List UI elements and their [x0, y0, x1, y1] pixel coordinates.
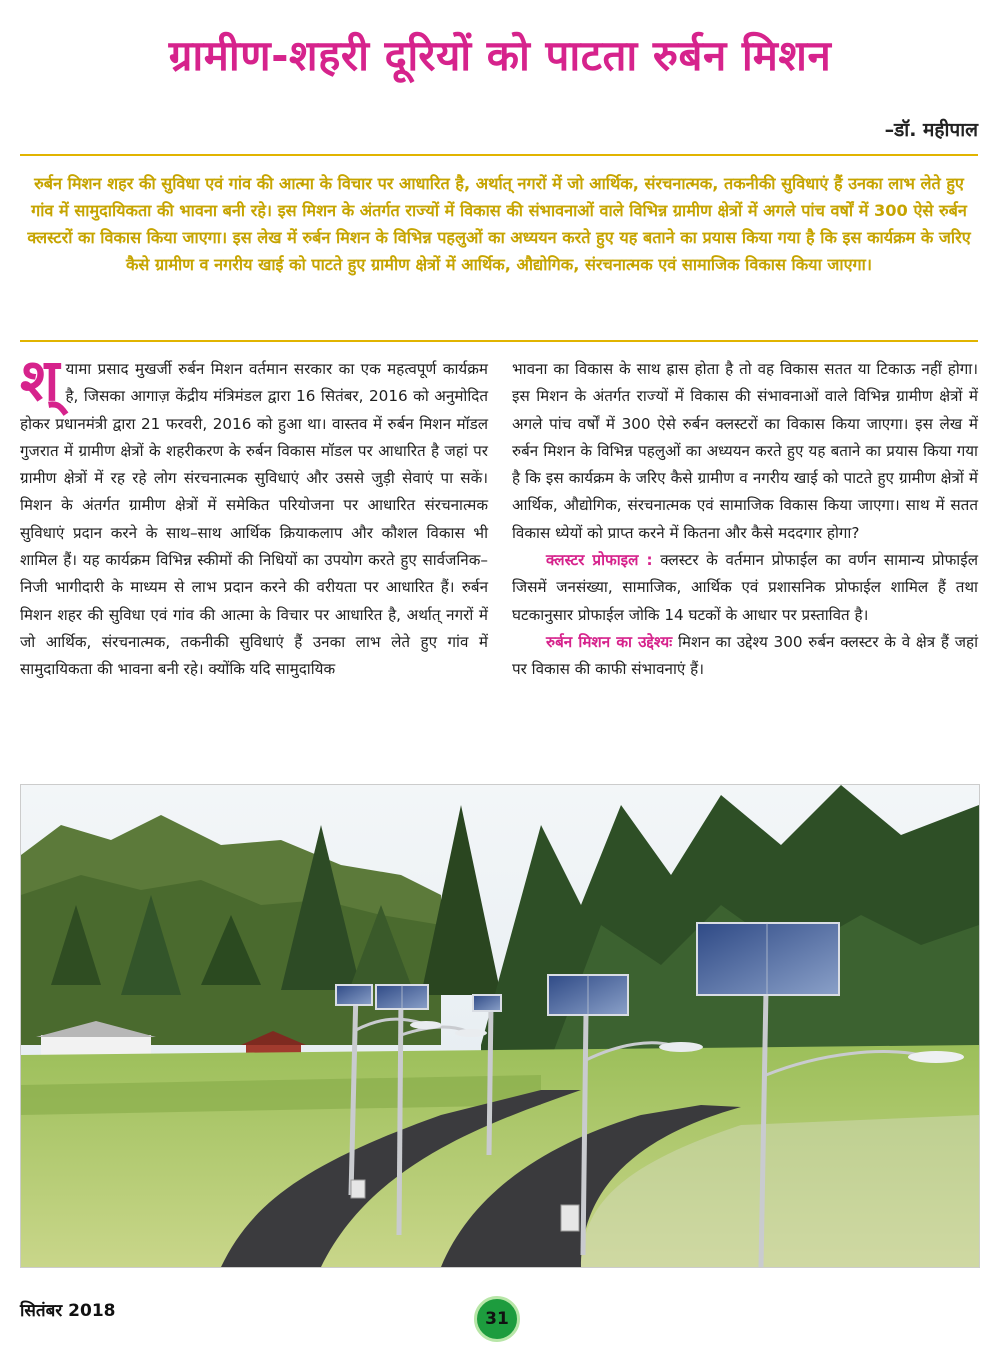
right-paragraph-1: भावना का विकास के साथ ह्रास होता है तो वह विकास सतत या टिकाऊ नहीं होगा। इस मिशन के अंतर्गत राज्यों में विकास की संभावनाओं वाले विभिन्न ग्रामीण क्षेत्रों में अगले पांच वर्षों में 300 ऐसे रुर्बन क्लस्टरों का विकास किया जाएगा। इस लेख में रुर्बन मिशन के विभिन्न पहलुओं का अध्ययन करते हुए यह बताने का प्रयास किया गया है कि इस कार्यक्रम के जरिए कैसे ग्रामीण व नगरीय खाई को पाटते हुए ग्रामीण क्षेत्रों में आर्थिक, औद्योगिक, संरचनात्मक एवं सामाजिक विकास किया जाएगा। साथ में सतत विकास ध्येयों को प्राप्त करने में कितना और कैसे मददगार होगा? [512, 360, 978, 542]
solar-streetlight-photo [20, 784, 980, 1268]
drop-cap: श् [20, 346, 60, 414]
mission-objective-heading: रुर्बन मिशन का उद्देश्यः [546, 632, 673, 651]
left-column [20, 346, 488, 684]
article-title: ग्रामीण-शहरी दूरियों को पाटता रुर्बन मिशन [168, 31, 832, 80]
summary-top-rule [20, 154, 978, 156]
cluster-profile-text: क्लस्टर के वर्तमान प्रोफाईल का वर्णन सामान्य प्रोफाईल जिसमें जनसंख्या, सामाजिक, आर्थिक एवं प्रशासनिक प्रोफाईल शामिल हैं तथा घटकानुसार प्रोफाईल जोकि 14 घटकों के आधार पर प्रस्तावित है। [512, 551, 978, 624]
page-number-badge [474, 1296, 520, 1342]
mission-objective-text: मिशन का उद्देश्य 300 रुर्बन क्लस्टर के वे क्षेत्र हैं जहां पर विकास की काफी संभावनाएं हैं। [512, 632, 979, 679]
right-paragraph-3 [512, 629, 978, 684]
footer-date: सितंबर 2018 [20, 1301, 116, 1321]
author-byline: –डॉ. महीपाल [884, 119, 978, 141]
page-number: 31 [485, 1309, 509, 1329]
right-column [512, 356, 978, 684]
right-paragraph-2 [512, 547, 978, 629]
cluster-profile-heading: क्लस्टर प्रोफाइल : [546, 551, 653, 570]
summary-bottom-rule [20, 340, 978, 342]
left-column-text: यामा प्रसाद मुखर्जी रुर्बन मिशन वर्तमान सरकार का एक महत्वपूर्ण कार्यक्रम है, जिसका आगाज़ केंद्रीय मंत्रिमंडल द्वारा 16 सितंबर, 2016 को अनुमोदित होकर प्रधानमंत्री द्वारा 21 फरवरी, 2016 को हुआ था। वास्तव में रुर्बन मिशन मॉडल गुजरात में ग्रामीण क्षेत्रों के शहरीकरण के रुर्बन विकास मॉडल पर आधारित है जहां पर ग्रामीण क्षेत्रों में रह रहे लोग संरचनात्मक सुविधाएं और उससे जुड़ी सेवाएं पा सकें। मिशन के अंतर्गत ग्रामीण क्षेत्रों में समेकित परियोजना पर आधारित संरचनात्मक सुविधाएं प्रदान करने के साथ–साथ आर्थिक क्रियाकलाप और कौशल विकास भी शामिल हैं। यह कार्यक्रम विभिन्न स्कीमों की निधियों का उपयोग करते हुए सार्वजनिक–निजी भागीदारी के माध्यम से लाभ प्रदान करने की वरीयता पर आधारित हैं। रुर्बन मिशन शहर की सुविधा एवं गांव की आत्मा के विचार पर आधारित है, अर्थात् नगरों में जो आर्थिक, संरचनात्मक, तकनीकी सुविधाएं हैं उनका लाभ लेते हुए गांव में सामुदायिकता की भावना बनी रहे। क्योंकि यदि सामुदायिक [20, 360, 488, 679]
article-summary: रुर्बन मिशन शहर की सुविधा एवं गांव की आत्मा के विचार पर आधारित है, अर्थात् नगरों में जो आर्थिक, संरचनात्मक, तकनीकी सुविधाएं हैं उनका लाभ लेते हुए गांव में सामुदायिकता की भावना बनी रहे। इस मिशन के अंतर्गत राज्यों में विकास की संभावनाओं वाले विभिन्न ग्रामीण क्षेत्रों में अगले पांच वर्षों में 300 ऐसे रुर्बन क्लस्टरों का विकास किया जाएगा। इस लेख में रुर्बन मिशन के विभिन्न पहलुओं का अध्ययन करते हुए यह बताने का प्रयास किया गया है कि इस कार्यक्रम के जरिए कैसे ग्रामीण व नगरीय खाई को पाटते हुए ग्रामीण क्षेत्रों में आर्थिक, औद्योगिक, संरचनात्मक एवं सामाजिक विकास किया जाएगा। [27, 174, 971, 274]
